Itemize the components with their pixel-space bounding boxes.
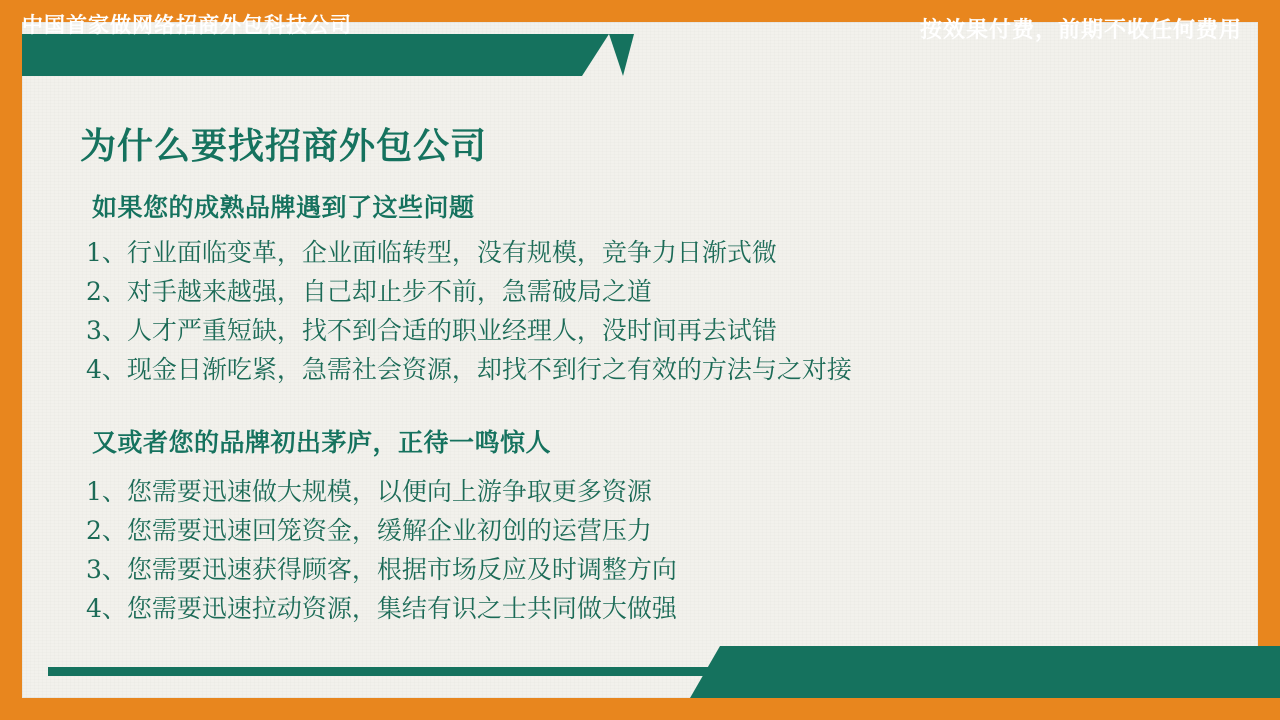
top-ribbon	[22, 34, 582, 76]
list-item: 1、行业面临变革，企业面临转型，没有规模，竞争力日渐式微	[86, 238, 777, 267]
section-1-list	[86, 233, 852, 389]
top-ribbon-arrow-secondary	[609, 34, 634, 76]
list-item: 4、您需要迅速拉动资源，集结有识之士共同做大做强	[86, 594, 677, 623]
page-title: 为什么要找招商外包公司	[80, 125, 488, 166]
section-2-heading: 又或者您的品牌初出茅庐，正待一鸣惊人	[92, 429, 552, 457]
top-ribbon-label: 中国首家做网络招商外包科技公司	[22, 14, 352, 37]
section-2-list	[86, 472, 677, 628]
bottom-ribbon-arrow	[690, 646, 720, 698]
bottom-ribbon-label: 按效果付费，前期不收任何费用	[919, 17, 1242, 42]
list-item: 2、您需要迅速回笼资金，缓解企业初创的运营压力	[86, 516, 652, 545]
bottom-accent-bar	[48, 667, 758, 676]
list-item: 3、您需要迅速获得顾客，根据市场反应及时调整方向	[86, 555, 677, 584]
list-item: 2、对手越来越强，自己却止步不前，急需破局之道	[86, 277, 652, 306]
list-item: 3、人才严重短缺，找不到合适的职业经理人，没时间再去试错	[86, 316, 777, 345]
list-item: 4、现金日渐吃紧，急需社会资源，却找不到行之有效的方法与之对接	[86, 355, 852, 384]
section-1-heading: 如果您的成熟品牌遇到了这些问题	[92, 194, 475, 222]
top-ribbon-arrow	[582, 34, 609, 76]
list-item: 1、您需要迅速做大规模，以便向上游争取更多资源	[86, 477, 652, 506]
bottom-ribbon	[720, 646, 1280, 698]
